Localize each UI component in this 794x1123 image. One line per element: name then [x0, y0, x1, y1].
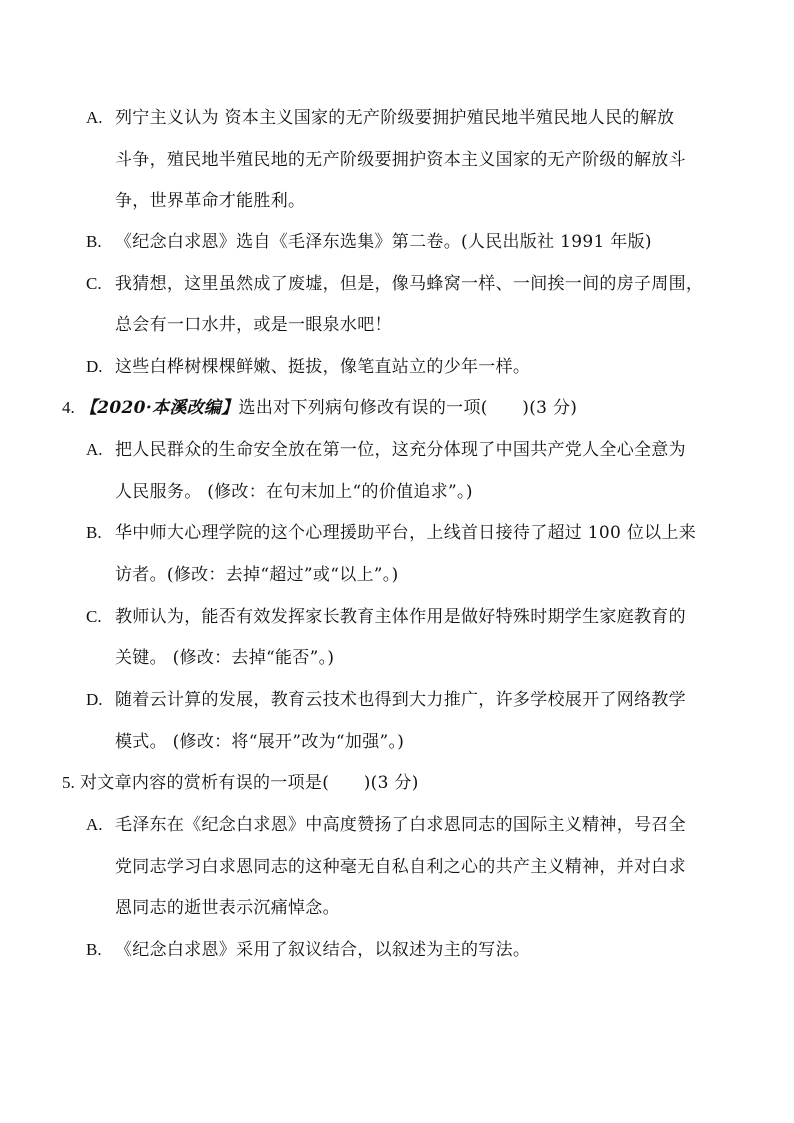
- option-text-line: 华中师大心理学院的这个心理援助平台，上线首日接待了超过 100 位以上来: [115, 523, 697, 543]
- option-text-line: 教师认为，能否有效发挥家长教育主体作用是做好特殊时期学生家庭教育的: [115, 607, 686, 627]
- option-label: D.: [86, 357, 103, 376]
- question-number: 4.: [62, 398, 75, 417]
- question-stem-text: 选出对下列病句修改有误的一项( )(3 分): [238, 398, 578, 418]
- option-text-line: 毛泽东在《纪念白求恩》中高度赞扬了白求恩同志的国际主义精神，号召全: [115, 815, 686, 835]
- option-text-line: 模式。 (修改：将“展开”改为“加强”。): [115, 732, 405, 752]
- option-label: A.: [86, 108, 103, 127]
- option-label: B.: [86, 940, 102, 959]
- option-text-line: 恩同志的逝世表示沉痛悼念。: [115, 898, 340, 918]
- question-stem: 对文章内容的赏析有误的一项是( )(3 分): [80, 773, 419, 793]
- option-text-line: 随着云计算的发展，教育云技术也得到大力推广，许多学校展开了网络教学: [115, 690, 686, 710]
- option-label: A.: [86, 440, 103, 459]
- option-text-line: 党同志学习白求恩同志的这种毫无自私自利之心的共产主义精神，并对白求: [115, 857, 686, 877]
- option-label: B.: [86, 232, 102, 251]
- option-text-line: 争，世界革命才能胜利。: [115, 191, 306, 211]
- option-text-line: 《纪念白求恩》采用了叙议结合，以叙述为主的写法。: [115, 940, 531, 960]
- option-text-line: 这些白桦树棵棵鲜嫩、挺拔，像笔直站立的少年一样。: [115, 357, 531, 377]
- option-text-line: 关键。 (修改：去掉“能否”。): [115, 648, 335, 668]
- question-stem: [80, 397, 577, 419]
- option-label: D.: [86, 690, 103, 709]
- option-text-line: 我猜想，这里虽然成了废墟，但是，像马蜂窝一样、一间挨一间的房子周围，: [115, 274, 704, 294]
- option-label: C.: [86, 607, 102, 626]
- option-text-line: 列宁主义认为 资本主义国家的无产阶级要拥护殖民地半殖民地人民的解放: [115, 108, 675, 128]
- option-label: C.: [86, 274, 102, 293]
- option-label: A.: [86, 815, 103, 834]
- question-source: 【2020·本溪改编】: [80, 398, 239, 418]
- option-label: B.: [86, 523, 102, 542]
- option-text-line: 把人民群众的生命安全放在第一位，这充分体现了中国共产党人全心全意为: [115, 440, 686, 460]
- option-text-line: 总会有一口水井，或是一眼泉水吧！: [115, 315, 392, 335]
- option-text-line: 斗争，殖民地半殖民地的无产阶级要拥护资本主义国家的无产阶级的解放斗: [115, 150, 686, 170]
- option-text-line: 访者。(修改：去掉“超过”或“以上”。): [115, 565, 399, 585]
- option-text-line: 《纪念白求恩》选自《毛泽东选集》第二卷。(人民出版社 1991 年版): [115, 232, 652, 252]
- question-number: 5.: [62, 773, 75, 792]
- option-text-line: 人民服务。 (修改：在句末加上“的价值追求”。): [115, 482, 473, 502]
